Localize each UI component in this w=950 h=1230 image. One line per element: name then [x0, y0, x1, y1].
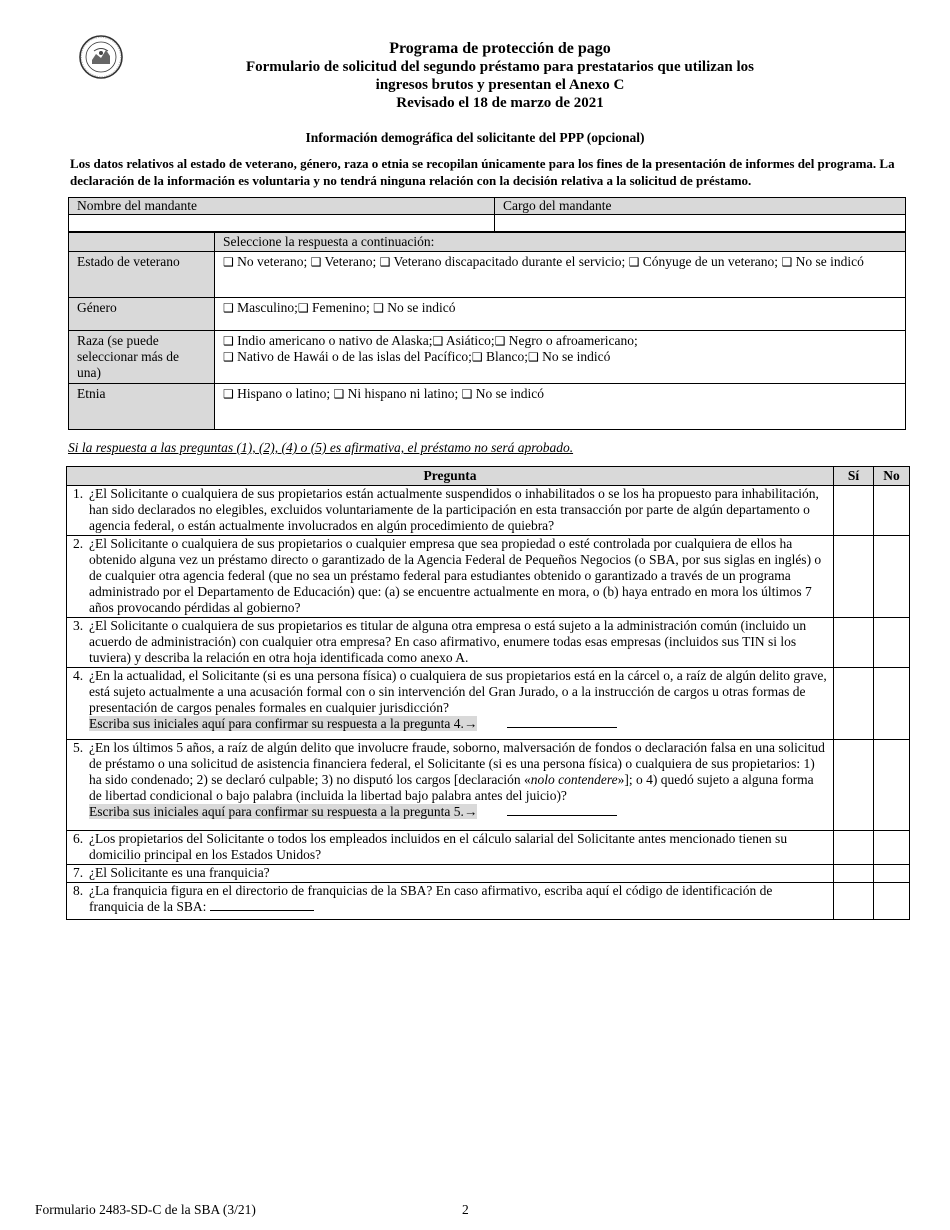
race-option-checkbox[interactable]: ❑ Asiático; [432, 333, 495, 348]
no-answer-cell[interactable] [874, 668, 910, 740]
no-answer-cell[interactable] [874, 486, 910, 536]
ethnicity-label: Etnia [69, 384, 215, 430]
question-row-2: 2. ¿El Solicitante o cualquiera de sus propietarios o cualquier empresa que sea propiedad o esté controlada por cualquiera de ellos ha obtenido alguna vez un préstamo directo o garantizado de la Agencia Federal de Pequeños Negocios (o SBA, por sus siglas en inglés) o de cualquier otra agencia federal (que no sea un préstamo federal para estudiantes obtenido o garantizado a través de un programa administrado por el Departamento de Educación) que: (a) se encuentre actualmente en mora, o (b) haya entrado en mora los últimos 7 años provocando pérdidas al gobierno? [67, 536, 910, 618]
race-option-checkbox[interactable]: ❑ Negro o afroamericano; [494, 333, 638, 348]
veteran-option-checkbox[interactable]: ❑ Veterano discapacitado durante el servicio; [379, 254, 626, 269]
form-title-line2: ingresos brutos y presentan el Anexo C [375, 77, 625, 93]
checkbox-icon: ❑ [432, 334, 444, 348]
yes-answer-cell[interactable] [834, 865, 874, 883]
no-answer-cell[interactable] [874, 883, 910, 920]
race-option-checkbox[interactable]: ❑ Nativo de Hawái o de las islas del Pacífico; [223, 349, 472, 364]
veteran-option-checkbox[interactable]: ❑ No veterano; [223, 254, 308, 269]
principal-title-field[interactable] [495, 215, 906, 232]
gender-label: Género [69, 298, 215, 331]
no-answer-cell[interactable] [874, 536, 910, 618]
ethnicity-option-checkbox[interactable]: ❑ No se indicó [461, 386, 545, 401]
question-row-6: 6. ¿Los propietarios del Solicitante o todos los empleados incluidos en el cálculo salarial del Solicitante antes mencionado tienen su domicilio principal en los Estados Unidos? [67, 831, 910, 865]
demographics-table [68, 232, 906, 430]
ethnicity-options [215, 384, 906, 430]
checkbox-icon: ❑ [494, 334, 506, 348]
select-prompt: Seleccione la respuesta a continuación: [215, 233, 906, 252]
no-column-header: No [874, 467, 910, 486]
gender-option-checkbox[interactable]: ❑ Femenino; [297, 300, 370, 315]
checkbox-icon: ❑ [223, 334, 234, 348]
principal-name-label: Nombre del mandante [69, 198, 495, 215]
form-header [150, 40, 850, 112]
initials-prompt: Escriba sus iniciales aquí para confirmar su respuesta a la pregunta 5.→ [89, 804, 478, 819]
veteran-option-checkbox[interactable]: ❑ Cónyuge de un veterano; [628, 254, 779, 269]
checkbox-icon: ❑ [333, 387, 345, 401]
demographics-title: Información demográfica del solicitante del PPP (opcional) [305, 130, 645, 145]
initials-field[interactable] [507, 804, 617, 816]
principal-name-field[interactable] [69, 215, 495, 232]
race-option-checkbox[interactable]: ❑ Indio americano o nativo de Alaska; [223, 333, 433, 348]
question-row-8: 8. ¿La franquicia figura en el directorio de franquicias de la SBA? En caso afirmativo, escriba aquí el código de identificación de franquicia de la SBA: [67, 883, 910, 920]
checkbox-icon: ❑ [223, 350, 234, 364]
demographics-intro: Los datos relativos al estado de veterano, género, raza o etnia se recopilan únicamente para los fines de la presentación de informes del programa. La declaración de la información es voluntaria y no tendrá ninguna relación con la decisión relativa a la solicitud de préstamo. [70, 156, 895, 188]
no-answer-cell[interactable] [874, 740, 910, 831]
race-option-checkbox[interactable]: ❑ No se indicó [527, 349, 611, 364]
gender-option-checkbox[interactable]: ❑ No se indicó [373, 300, 456, 315]
question-column-header: Pregunta [67, 467, 834, 486]
checkbox-icon: ❑ [297, 301, 309, 315]
veteran-option-checkbox[interactable]: ❑ No se indicó [781, 254, 864, 269]
checkbox-icon: ❑ [527, 350, 539, 364]
checkbox-icon: ❑ [373, 301, 384, 315]
yes-answer-cell[interactable] [834, 618, 874, 668]
veteran-option-checkbox[interactable]: ❑ Veterano; [310, 254, 377, 269]
questions-table [66, 466, 910, 920]
yes-answer-cell[interactable] [834, 831, 874, 865]
checkbox-icon: ❑ [310, 255, 322, 269]
checkbox-icon: ❑ [781, 255, 793, 269]
veteran-label: Estado de veterano [69, 252, 215, 298]
question-text: ¿El Solicitante es una franquicia? [89, 865, 270, 880]
initials-field[interactable] [507, 716, 617, 728]
question-text: ¿La franquicia figura en el directorio de franquicias de la SBA? En caso afirmativo, escriba aquí el código de identificación de [89, 883, 773, 898]
yes-answer-cell[interactable] [834, 883, 874, 920]
page-number: 2 [462, 1202, 469, 1217]
question-text: ¿El Solicitante o cualquiera de sus propietarios están actualmente suspendidos o inhabilitados o se los ha propuesto para inhabilitación, han sido declarados no elegibles, excluidos voluntariamente de la participación en esta transacción por parte de algún departamento o agencia federal, o están actualmente involucrados en algún procedimiento de quiebra? [89, 486, 819, 533]
question-row-7: 7. ¿El Solicitante es una franquicia? [67, 865, 910, 883]
checkbox-icon: ❑ [223, 301, 234, 315]
checkbox-icon: ❑ [628, 255, 640, 269]
ethnicity-option-checkbox[interactable]: ❑ Hispano o latino; [223, 386, 331, 401]
question-row-5: 5. ¿En los últimos 5 años, a raíz de algún delito que involucre fraude, soborno, malversación de fondos o declaración falsa en una solicitud de préstamo o una solicitud de asistencia financiera federal, el Solicitante (si es una persona física) o cualquiera de sus propietarios: 1) ha sido condenado; 2) se declaró culpable; 3) no disputó los cargos [declaración «nolo contendere»]; o 4) quedó sujeto a alguna forma de libertad condicional o bajo palabra (incluida la libertad bajo palabra antes del juicio)? Escriba sus iniciales aquí para confirmar su respuesta a la pregunta 5.→ [67, 740, 910, 831]
question-row-1: 1. ¿El Solicitante o cualquiera de sus propietarios están actualmente suspendidos o inhabilitados o se los ha propuesto para inhabilitación, han sido declarados no elegibles, excluidos voluntariamente de la participación en esta transacción por parte de algún departamento o agencia federal, o están actualmente involucrados en algún procedimiento de quiebra? [67, 486, 910, 536]
sba-seal-logo [78, 34, 124, 80]
question-text: ¿En la actualidad, el Solicitante (si es una persona física) o cualquiera de sus propietarios está en la cárcel o, a raíz de algún delito grave, está sujeto actualmente a una acusación formal con o sin intervención del Gran Jurado, o a la instrucción de cargos u otras formas de presentación de cargos penales formales en cualquier jurisdicción? [89, 668, 827, 715]
checkbox-icon: ❑ [223, 255, 234, 269]
yes-column-header: Sí [834, 467, 874, 486]
questions-note: Si la respuesta a las preguntas (1), (2), (4) o (5) es afirmativa, el préstamo no será aprobado. [68, 440, 574, 455]
yes-answer-cell[interactable] [834, 740, 874, 831]
race-options [215, 331, 906, 384]
question-text: ¿El Solicitante o cualquiera de sus propietarios es titular de alguna otra empresa o está sujeto a la administración común (incluido un acuerdo de administración) con cualquier otra empresa? En caso afirmativo, enumere todas esas empresas (incluidos sus TIN si los tuviera) y describa la relación en otra hoja identificada como anexo A. [89, 618, 807, 665]
ethnicity-option-checkbox[interactable]: ❑ Ni hispano ni latino; [333, 386, 459, 401]
race-label: Raza (se puede seleccionar más de una) [69, 331, 215, 384]
form-number: Formulario 2483-SD-C de la SBA (3/21) [35, 1202, 256, 1217]
question-row-4: 4. ¿En la actualidad, el Solicitante (si es una persona física) o cualquiera de sus propietarios está en la cárcel o, a raíz de algún delito grave, está sujeto actualmente a una acusación formal con o sin intervención del Gran Jurado, o a la instrucción de cargos u otras formas de presentación de cargos penales formales en cualquier jurisdicción? Escriba sus iniciales aquí para confirmar su respuesta a la pregunta 4.→ [67, 668, 910, 740]
yes-answer-cell[interactable] [834, 486, 874, 536]
race-option-checkbox[interactable]: ❑ Blanco; [471, 349, 528, 364]
veteran-options [215, 252, 906, 298]
principal-name-table [68, 197, 906, 232]
principal-title-label: Cargo del mandante [495, 198, 906, 215]
gender-options [215, 298, 906, 331]
question-row-3: 3. ¿El Solicitante o cualquiera de sus propietarios es titular de alguna otra empresa o está sujeto a la administración común (incluido un acuerdo de administración) con cualquier otra empresa? En caso afirmativo, enumere todas esas empresas (incluidos sus TIN si los tuviera) y describa la relación en otra hoja identificada como anexo A. [67, 618, 910, 668]
no-answer-cell[interactable] [874, 831, 910, 865]
no-answer-cell[interactable] [874, 865, 910, 883]
no-answer-cell[interactable] [874, 618, 910, 668]
yes-answer-cell[interactable] [834, 536, 874, 618]
checkbox-icon: ❑ [223, 387, 234, 401]
revision-date: Revisado el 18 de marzo de 2021 [396, 95, 604, 111]
question-text: ¿En los últimos 5 años, a raíz de algún delito que involucre fraude, soborno, malversación de fondos o declaración falsa en una solicitud de préstamo o una solicitud de asistencia financiera federal, el Solicitante (si es una persona física) o cualquiera de sus propietarios: 1) ha sido condenado; 2) se declaró culpable; 3) no disputó los cargos [declaración « [89, 740, 825, 787]
gender-option-checkbox[interactable]: ❑ Masculino; [223, 300, 298, 315]
initials-prompt: Escriba sus iniciales aquí para confirmar su respuesta a la pregunta 4.→ [89, 716, 478, 731]
checkbox-icon: ❑ [379, 255, 391, 269]
form-title-line1: Formulario de solicitud del segundo préstamo para prestatarios que utilizan los [245, 59, 755, 75]
program-title: Programa de protección de pago [389, 40, 611, 57]
yes-answer-cell[interactable] [834, 668, 874, 740]
question-text: ¿Los propietarios del Solicitante o todos los empleados incluidos en el cálculo salarial del Solicitante antes mencionado tienen su domicilio principal en los Estados Unidos? [89, 831, 788, 862]
checkbox-icon: ❑ [471, 350, 483, 364]
checkbox-icon: ❑ [461, 387, 473, 401]
franchise-code-field[interactable] [210, 899, 314, 911]
question-text: ¿El Solicitante o cualquiera de sus propietarios o cualquier empresa que sea propiedad o esté controlada por cualquiera de ellos ha obtenido alguna vez un préstamo directo o garantizado de la Agencia Federal de Pequeños Negocios (o SBA, por sus siglas en inglés) o de cualquier otra agencia federal (que no sea un préstamo federal para estudiantes obtenido o garantizado a través de un programa administrado por el Departamento de Educación) que: (a) se encuentre actualmente en mora, o (b) haya entrado en mora los últimos 7 años provocando pérdidas al gobierno? [89, 536, 822, 615]
